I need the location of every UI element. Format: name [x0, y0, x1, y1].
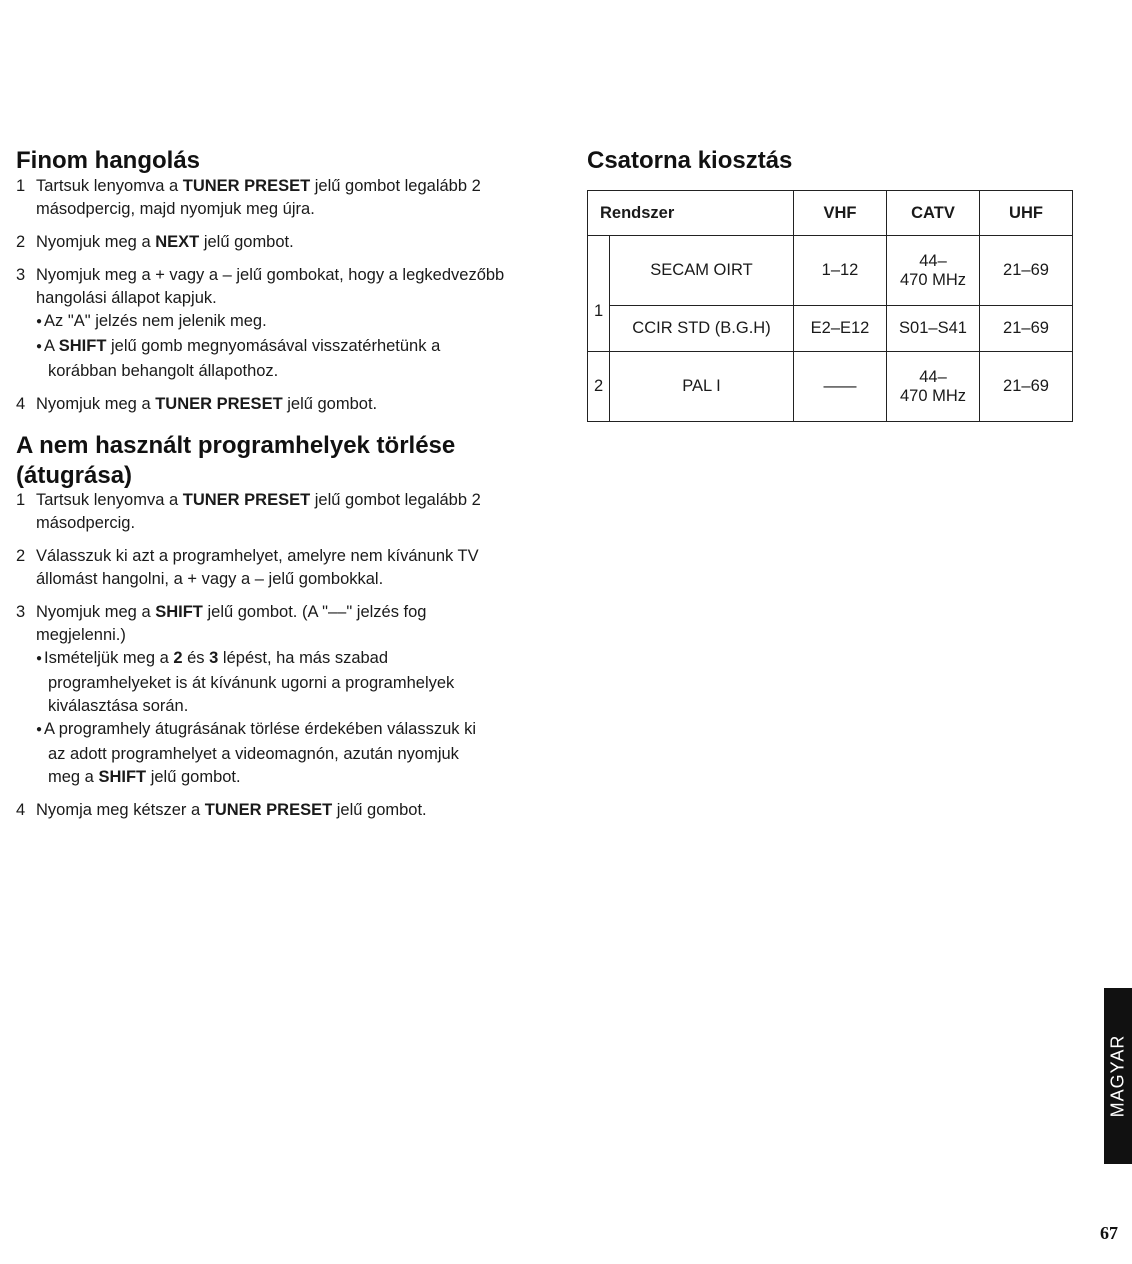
table-header-row [588, 191, 1073, 236]
group-number-2: 2 [588, 352, 610, 422]
heading-programhelyek-torlese: A nem használt programhelyek törlése (átugrása) [16, 432, 456, 489]
step-number: 3 [16, 266, 26, 284]
vhf-value: 1–12 [794, 236, 887, 306]
system-ccir-std: CCIR STD (B.G.H) [610, 306, 794, 352]
step-item [16, 393, 506, 416]
system-secam-oirt: SECAM OIRT [610, 236, 794, 306]
system-pal-i: PAL I [610, 352, 794, 422]
step-item [16, 231, 506, 254]
step-item [16, 489, 491, 535]
step-number: 1 [16, 491, 26, 509]
step-number: 3 [16, 603, 26, 621]
table-row [588, 236, 1073, 306]
step-number: 2 [16, 233, 26, 251]
language-tab [1104, 988, 1132, 1164]
language-tab-label: MAGYAR [1107, 1034, 1128, 1118]
step-item [16, 264, 506, 383]
step-text: Nyomjuk meg a SHIFT jelű gombot. (A "––" jelzés fog megjelenni.) ● Ismételjük meg a 2 és 3 lépést, ha más szabad programhelyeket is át kívánunk ugorni a programhelyek kiválasztása során. ● A programhely átugrásának törlése érdekében válasszuk ki az adott programhelyet a videomagnón, azután nyomjuk meg a SHIFT jelű gombot. [36, 603, 491, 789]
channel-allocation-table [587, 190, 1073, 422]
step-number: 1 [16, 177, 26, 195]
programhelyek-torlese-steps [16, 489, 491, 832]
finom-hangolas-steps [16, 175, 506, 426]
header-rendszer: Rendszer [588, 191, 794, 236]
step-text: Nyomjuk meg a + vagy a – jelű gombokat, hogy a legkedvezőbb hangolási állapot kapjuk. ● Az "A" jelzés nem jelenik meg. ● A SHIFT jelű gomb megnyomásával visszatérhetünk a korábban behangolt állapothoz. [36, 266, 506, 383]
uhf-value: 21–69 [980, 352, 1073, 422]
step-number: 4 [16, 395, 26, 413]
step-text: Tartsuk lenyomva a TUNER PRESET jelű gombot legalább 2 másodpercig, majd nyomjuk meg újra. [36, 177, 481, 218]
step-number: 2 [16, 547, 26, 565]
heading-finom-hangolas: Finom hangolás [16, 147, 201, 174]
catv-value: S01–S41 [887, 306, 980, 352]
catv-value: 44– 470 MHz [887, 236, 980, 306]
vhf-value: —— [794, 352, 887, 422]
uhf-value: 21–69 [980, 236, 1073, 306]
step-item [16, 601, 491, 789]
step-number: 4 [16, 801, 26, 819]
page-number: 67 [1100, 1223, 1118, 1243]
step-text: Válasszuk ki azt a programhelyet, amelyre nem kívánunk TV állomást hangolni, a + vagy a – jelű gombokkal. [36, 547, 479, 588]
step-item [16, 799, 491, 822]
group-number-1: 1 [588, 236, 610, 352]
header-catv: CATV [887, 191, 980, 236]
table-row [588, 352, 1073, 422]
step-text: Nyomjuk meg a NEXT jelű gombot. [36, 233, 294, 251]
header-vhf: VHF [794, 191, 887, 236]
vhf-value: E2–E12 [794, 306, 887, 352]
step-text: Nyomja meg kétszer a TUNER PRESET jelű gombot. [36, 801, 427, 819]
step-text: Tartsuk lenyomva a TUNER PRESET jelű gombot legalább 2 másodpercig. [36, 491, 481, 532]
heading-csatorna-kiosztas: Csatorna kiosztás [587, 147, 793, 174]
step-text: Nyomjuk meg a TUNER PRESET jelű gombot. [36, 395, 378, 413]
table-row [588, 306, 1073, 352]
header-uhf: UHF [980, 191, 1073, 236]
catv-value: 44– 470 MHz [887, 352, 980, 422]
step-item [16, 175, 506, 221]
step-item [16, 545, 491, 591]
uhf-value: 21–69 [980, 306, 1073, 352]
